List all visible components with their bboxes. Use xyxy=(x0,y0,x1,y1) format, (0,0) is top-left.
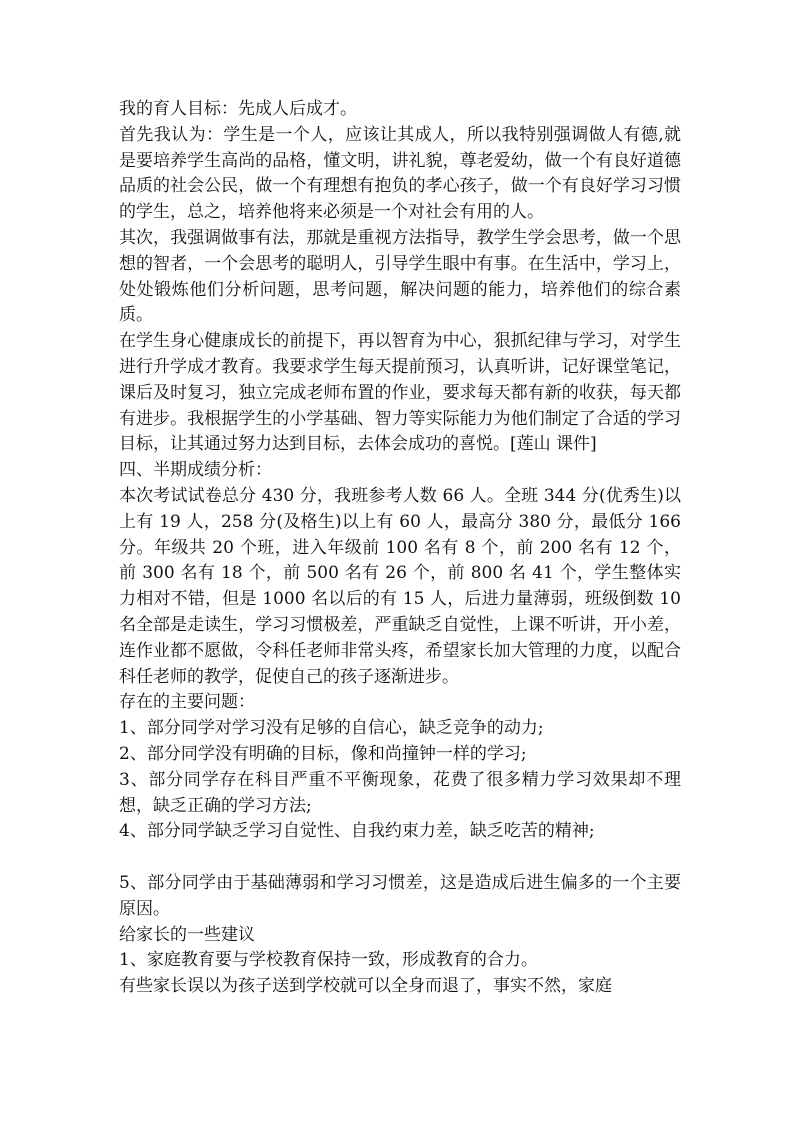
section-heading-parent-advice: 给家长的一些建议 xyxy=(119,924,255,945)
document-page xyxy=(119,97,681,1000)
section-heading-midterm-analysis: 四、半期成绩分析： xyxy=(119,460,272,481)
paragraph-advice-detail: 有些家长误以为孩子送到学校就可以全身而退了，事实不然，家庭 xyxy=(119,976,612,997)
paragraph-education-goal: 我的育人目标：先成人后成才。 xyxy=(119,99,357,119)
problem-item-5: 5、部分同学由于基础薄弱和学习习惯差，这是造成后进生偏多的一个主要原因。 xyxy=(119,872,681,919)
paragraph-exam-results: 本次考试试卷总分 430 分，我班参考人数 66 人。全班 344 分(优秀生)以上有 19 人，258 分(及格生)以上有 60 人，最高分 380 分，最低分 166 分。年级共 20 个班，进入年级前 100 名有 8 个，前 200 名有 12 个，前 300 名有 18 个，前 500 名有 26 个，前 800 名 41 个，学生整体实力相对不错，但是 1000 名以后的有 15 人，后进力量薄弱，班级倒数 10 名全部是走读生，学习习惯极差，严重缺乏自觉性，上课不听讲，开小差，连作业都不愿做，令科任老师非常头疼，希望家长加大管理的力度，以配合科任老师的教学，促使自己的孩子逐渐进步。 xyxy=(119,485,681,687)
problem-item-2: 2、部分同学没有明确的目标，像和尚撞钟一样的学习; xyxy=(119,743,527,764)
problem-item-1: 1、部分同学对学习没有足够的自信心，缺乏竞争的动力; xyxy=(119,718,544,739)
paragraph-third-study: 在学生身心健康成长的前提下，再以智育为中心，狠抓纪律与学习，对学生进行升学成才教育。我要求学生每天提前预习，认真听讲，记好课堂笔记，课后及时复习，独立完成老师布置的作业，要求每天都有新的收获，每天都有进步。我根据学生的小学基础、智力等实际能力为他们制定了合适的学习目标，让其通过努力达到目标，去体会成功的喜悦。[莲山 课件] xyxy=(119,331,681,455)
problem-item-3: 3、部分同学存在科目严重不平衡现象，花费了很多精力学习效果却不理想，缺乏正确的学习方法; xyxy=(119,769,681,816)
blank-line xyxy=(119,845,681,871)
problem-item-4: 4、部分同学缺乏学习自觉性、自我约束力差，缺乏吃苦的精神; xyxy=(119,821,595,842)
section-heading-main-problems: 存在的主要问题： xyxy=(119,692,255,713)
paragraph-second-method: 其次，我强调做事有法，那就是重视方法指导，教学生学会思考，做一个思想的智者，一个会思考的聪明人，引导学生眼中有事。在生活中，学习上，处处锻炼他们分析问题，思考问题，解决问题的能力，培养他们的综合素质。 xyxy=(119,227,681,326)
paragraph-first-view: 首先我认为：学生是一个人，应该让其成人，所以我特别强调做人有德,就是要培养学生高尚的品格，懂文明，讲礼貌，尊老爱幼，做一个有良好道德品质的社会公民，做一个有理想有抱负的孝心孩子，做一个有良好学习习惯的学生，总之，培养他将来必须是一个对社会有用的人。 xyxy=(119,124,681,223)
advice-item-1: 1、家庭教育要与学校教育保持一致，形成教育的合力。 xyxy=(119,950,538,971)
